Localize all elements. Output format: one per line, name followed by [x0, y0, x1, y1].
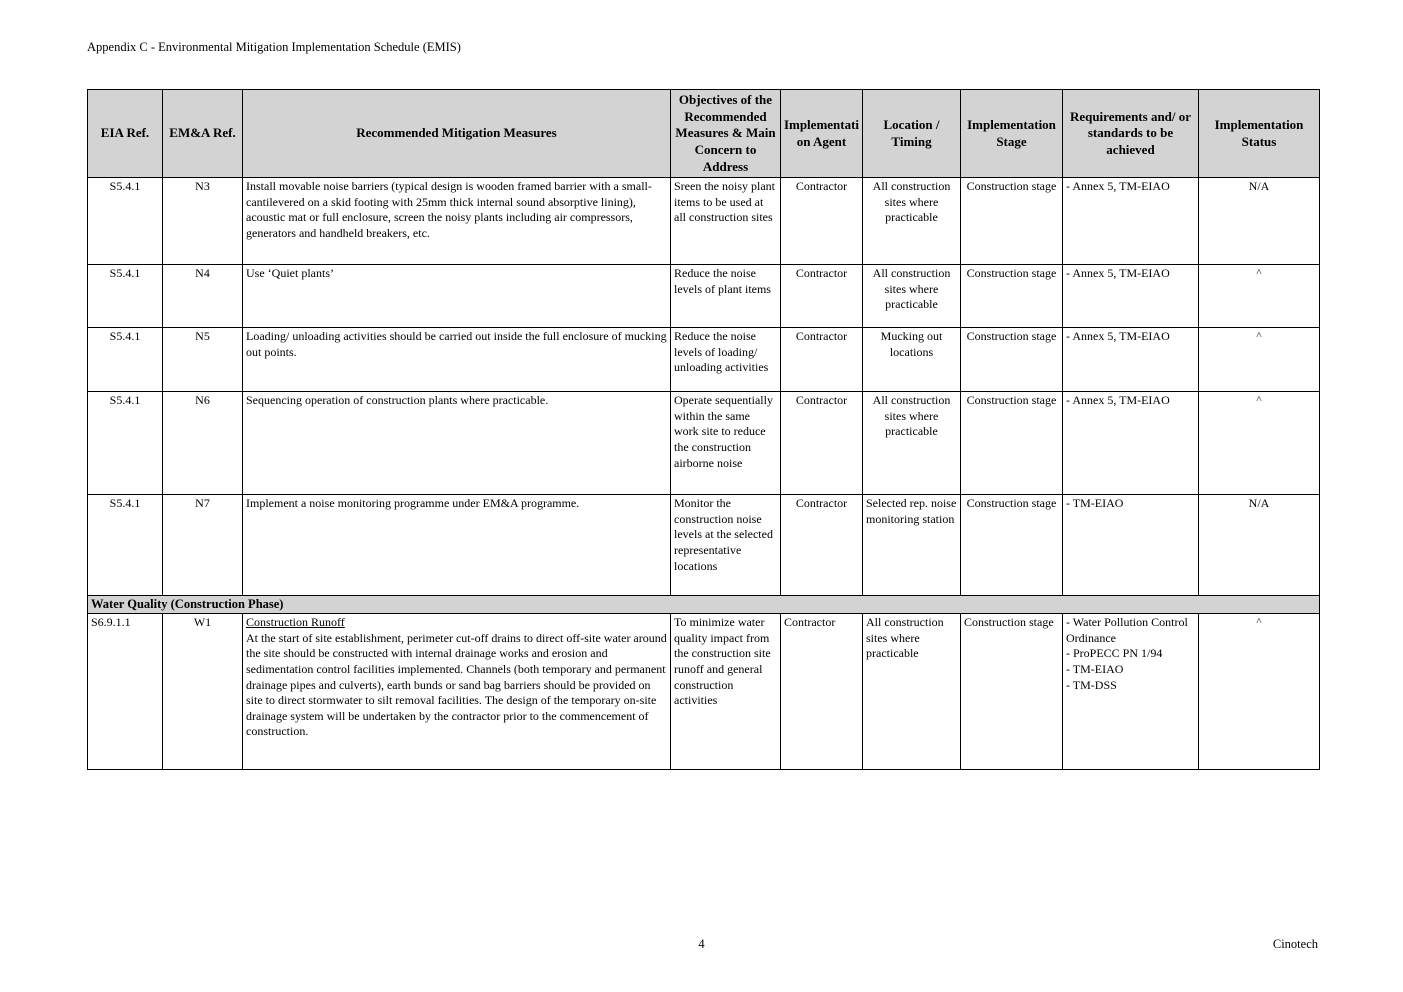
col-header-location-timing: Location / Timing — [863, 90, 961, 178]
cell-location: All construction sites where practicable — [863, 392, 961, 495]
section-header-label: Water Quality (Construction Phase) — [88, 596, 1320, 614]
table-header-row — [88, 90, 1320, 178]
cell-objectives: Sreen the noisy plant items to be used at all construction sites — [671, 178, 781, 265]
cell-status: ^ — [1199, 614, 1320, 770]
cell-objectives: Reduce the noise levels of plant items — [671, 265, 781, 328]
cell-requirements: - Water Pollution Control Ordinance - ProPECC PN 1/94 - TM-EIAO - TM-DSS — [1063, 614, 1199, 770]
section-header-row — [88, 596, 1320, 614]
cell-requirements: - Annex 5, TM-EIAO — [1063, 265, 1199, 328]
table-row-w1 — [88, 614, 1320, 770]
cell-objectives: To minimize water quality impact from the construction site runoff and general construction activities — [671, 614, 781, 770]
cell-agent: Contractor — [781, 265, 863, 328]
cell-stage: Construction stage — [961, 392, 1063, 495]
footer-company-name: Cinotech — [1272, 937, 1318, 951]
cell-measures: Install movable noise barriers (typical design is wooden framed barrier with a small-cantilevered on a skid footing with 25mm thick internal sound absorptive lining), acoustic mat or full enclosure, screen the noisy plants including air compressors, generators and handheld breakers, etc. — [243, 178, 671, 265]
cell-stage: Construction stage — [961, 495, 1063, 596]
cell-requirements: - Annex 5, TM-EIAO — [1063, 178, 1199, 265]
col-header-ema-ref: EM&A Ref. — [163, 90, 243, 178]
cell-ema-ref: N4 — [163, 265, 243, 328]
page-number: 4 — [698, 937, 705, 951]
cell-eia-ref: S5.4.1 — [88, 265, 163, 328]
cell-status: N/A — [1199, 495, 1320, 596]
table-row-n6 — [88, 392, 1320, 495]
cell-status: ^ — [1199, 265, 1320, 328]
cell-ema-ref: N7 — [163, 495, 243, 596]
measure-title: Construction Runoff — [246, 615, 345, 630]
cell-requirements: - Annex 5, TM-EIAO — [1063, 328, 1199, 392]
col-header-objectives: Objectives of the Recommended Measures & Main Concern to Address — [671, 90, 781, 178]
cell-measures: Implement a noise monitoring programme under EM&A programme. — [243, 495, 671, 596]
emis-table — [87, 89, 1320, 770]
cell-status: ^ — [1199, 328, 1320, 392]
col-header-agent: Implementation Agent — [781, 90, 863, 178]
cell-stage: Construction stage — [961, 265, 1063, 328]
cell-agent: Contractor — [781, 328, 863, 392]
cell-location: Selected rep. noise monitoring station — [863, 495, 961, 596]
page-title: Appendix C - Environmental Mitigation Implementation Schedule (EMIS) — [87, 40, 461, 54]
cell-ema-ref: N3 — [163, 178, 243, 265]
cell-agent: Contractor — [781, 178, 863, 265]
measure-body: At the start of site establishment, perimeter cut-off drains to direct off-site water around the site should be constructed with internal drainage works and erosion and sedimentation control facilities implemented. Channels (both temporary and permanent drainage pipes and culverts), earth bunds or sand bag barriers should be provided on site to direct stormwater to silt removal facilities. The design of the temporary on-site drainage system will be undertaken by the contractor prior to the commencement of construction. — [246, 630, 667, 739]
col-header-stage: Implementation Stage — [961, 90, 1063, 178]
cell-ema-ref: N5 — [163, 328, 243, 392]
col-header-requirements: Requirements and/ or standards to be achieved — [1063, 90, 1199, 178]
cell-eia-ref: S5.4.1 — [88, 495, 163, 596]
table-row-n3 — [88, 178, 1320, 265]
table-row-n4 — [88, 265, 1320, 328]
cell-agent: Contractor — [781, 392, 863, 495]
cell-stage: Construction stage — [961, 328, 1063, 392]
cell-status: N/A — [1199, 178, 1320, 265]
cell-objectives: Reduce the noise levels of loading/ unloading activities — [671, 328, 781, 392]
cell-agent: Contractor — [781, 495, 863, 596]
cell-location: All construction sites where practicable — [863, 265, 961, 328]
cell-eia-ref: S5.4.1 — [88, 392, 163, 495]
cell-location: All construction sites where practicable — [863, 614, 961, 770]
cell-agent: Contractor — [781, 614, 863, 770]
cell-measures: Use ‘Quiet plants’ — [243, 265, 671, 328]
col-header-measures: Recommended Mitigation Measures — [243, 90, 671, 178]
cell-measures: Sequencing operation of construction plants where practicable. — [243, 392, 671, 495]
cell-status: ^ — [1199, 392, 1320, 495]
cell-eia-ref: S5.4.1 — [88, 328, 163, 392]
cell-requirements: - Annex 5, TM-EIAO — [1063, 392, 1199, 495]
cell-measures — [243, 614, 671, 770]
cell-eia-ref: S6.9.1.1 — [88, 614, 163, 770]
cell-stage: Construction stage — [961, 178, 1063, 265]
cell-eia-ref: S5.4.1 — [88, 178, 163, 265]
cell-objectives: Monitor the construction noise levels at the selected representative locations — [671, 495, 781, 596]
col-header-eia-ref: EIA Ref. — [88, 90, 163, 178]
cell-location: Mucking out locations — [863, 328, 961, 392]
cell-ema-ref: N6 — [163, 392, 243, 495]
cell-measures: Loading/ unloading activities should be carried out inside the full enclosure of mucking out points. — [243, 328, 671, 392]
col-header-status: Implementation Status — [1199, 90, 1320, 178]
cell-ema-ref: W1 — [163, 614, 243, 770]
cell-location: All construction sites where practicable — [863, 178, 961, 265]
table-row-n5 — [88, 328, 1320, 392]
cell-stage: Construction stage — [961, 614, 1063, 770]
table-row-n7 — [88, 495, 1320, 596]
cell-objectives: Operate sequentially within the same work site to reduce the construction airborne noise — [671, 392, 781, 495]
cell-requirements: - TM-EIAO — [1063, 495, 1199, 596]
